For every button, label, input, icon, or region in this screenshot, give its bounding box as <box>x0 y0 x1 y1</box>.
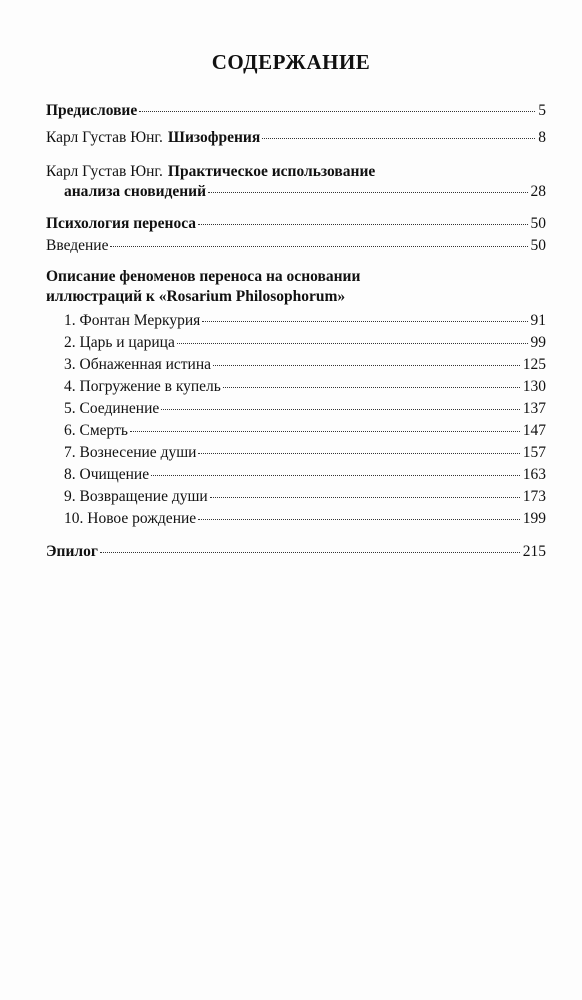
toc-page-number: 99 <box>530 334 546 351</box>
toc-entry-title: Шизофрения <box>167 129 261 146</box>
toc-page-number: 130 <box>522 378 546 395</box>
toc-entry-title: 3. Обнаженная истина <box>64 356 212 373</box>
toc-entry-epilogue[interactable] <box>46 542 546 562</box>
toc-entry-author: Карл Густав Юнг. <box>46 129 163 146</box>
dot-leader <box>223 387 520 388</box>
toc-page-number: 173 <box>522 488 546 505</box>
toc-chapter-7[interactable] <box>64 443 546 463</box>
toc-entry-title: 5. Соединение <box>64 400 160 417</box>
dot-leader <box>100 552 520 553</box>
toc-chapter-1[interactable] <box>64 311 546 331</box>
toc-entry-title: Введение <box>46 237 109 254</box>
dot-leader <box>202 321 527 322</box>
toc-entry-dream-analysis[interactable] <box>46 162 546 202</box>
toc-entry-title: Практическое использование <box>167 163 376 180</box>
toc-page-number: 215 <box>522 543 546 560</box>
toc-chapter-9[interactable] <box>64 487 546 507</box>
toc-chapter-3[interactable] <box>64 355 546 375</box>
toc-chapter-8[interactable] <box>64 465 546 485</box>
dot-leader <box>161 409 519 410</box>
dot-leader <box>198 453 519 454</box>
dot-leader <box>213 365 520 366</box>
dot-leader <box>139 111 535 112</box>
toc-page-number: 163 <box>522 466 546 483</box>
toc-entry-title: 4. Погружение в купель <box>64 378 221 395</box>
section-heading-continued: иллюстраций к «Rosarium Philosophorum» <box>46 288 346 305</box>
section-heading: Описание феноменов переноса на основании <box>46 268 361 285</box>
toc-entry-title: 2. Царь и царица <box>64 334 175 351</box>
toc-chapter-4[interactable] <box>64 377 546 397</box>
page-title: СОДЕРЖАНИЕ <box>211 50 371 74</box>
toc-entry-title: 10. Новое рождение <box>64 510 197 527</box>
toc-entry-title: 8. Очищение <box>64 466 150 483</box>
toc-page-number: 157 <box>522 444 546 461</box>
toc-page-number: 50 <box>530 215 546 232</box>
toc-chapter-10[interactable] <box>64 509 546 529</box>
toc-page-number: 125 <box>522 356 546 373</box>
dot-leader <box>110 246 527 247</box>
toc-chapter-5[interactable] <box>64 399 546 419</box>
dot-leader <box>262 138 535 139</box>
toc-entry-preface[interactable] <box>46 101 546 121</box>
toc-page-number: 91 <box>530 312 546 329</box>
toc-entry-schizophrenia[interactable] <box>46 128 546 148</box>
toc-page-number: 199 <box>522 510 546 527</box>
toc-entry-title: 1. Фонтан Меркурия <box>64 312 201 329</box>
dot-leader <box>177 343 528 344</box>
dot-leader <box>198 519 520 520</box>
toc-page-number: 5 <box>538 102 546 119</box>
toc-entry-title: Психология переноса <box>46 215 197 232</box>
toc-page-number: 28 <box>530 183 546 200</box>
dot-leader <box>198 224 527 225</box>
toc-entry-author: Карл Густав Юнг. <box>46 163 163 180</box>
toc-chapter-6[interactable] <box>64 421 546 441</box>
dot-leader <box>208 192 527 193</box>
toc-entry-title: 9. Возвращение души <box>64 488 208 505</box>
toc-entry-introduction[interactable] <box>46 236 546 256</box>
toc-entry-transference[interactable] <box>46 214 546 234</box>
toc-page-number: 8 <box>538 129 546 146</box>
dot-leader <box>130 431 520 432</box>
toc-page-number: 147 <box>522 422 546 439</box>
toc-entry-title-continued: анализа сновидений <box>64 183 207 200</box>
toc-page-number: 50 <box>530 237 546 254</box>
toc-entry-title: 7. Вознесение души <box>64 444 197 461</box>
toc-chapter-2[interactable] <box>64 333 546 353</box>
dot-leader <box>210 497 520 498</box>
toc-entry-title: Предисловие <box>46 102 138 119</box>
toc-page-number: 137 <box>522 400 546 417</box>
toc-entry-title: 6. Смерть <box>64 422 128 439</box>
dot-leader <box>151 475 520 476</box>
toc-section-description <box>46 267 546 307</box>
toc-entry-title: Эпилог <box>46 543 98 560</box>
